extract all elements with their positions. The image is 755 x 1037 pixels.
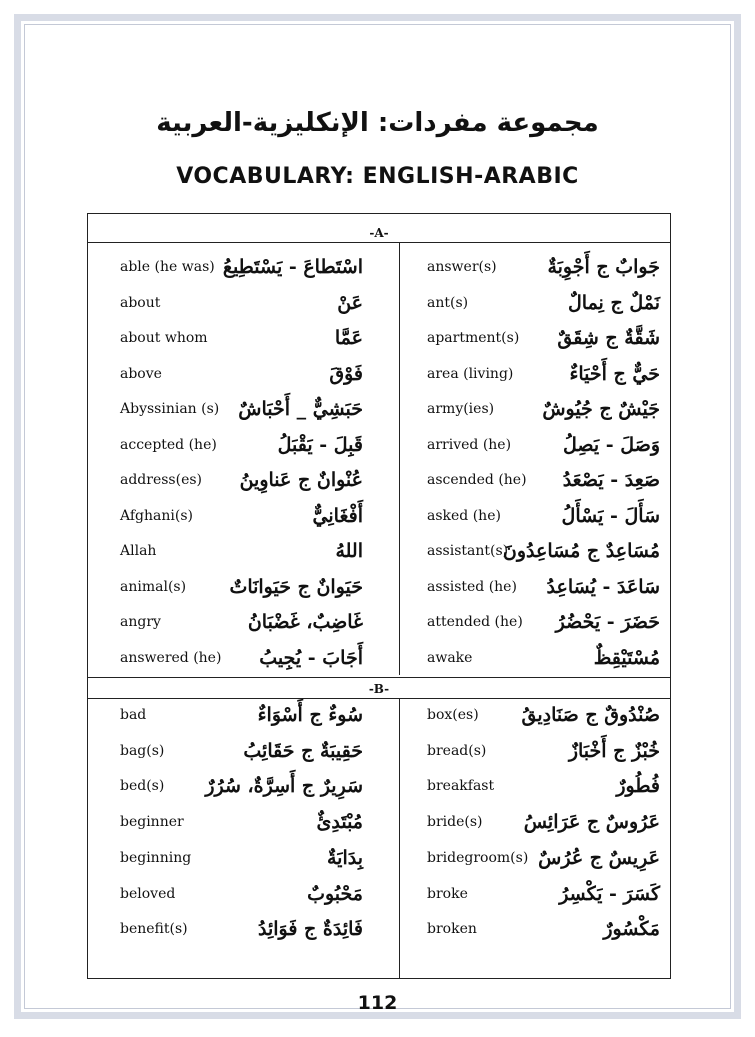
english-term: broke: [427, 885, 468, 902]
column-divider: [399, 699, 400, 978]
arabic-term: جَيْشٌ ج جُيُوشٌ: [542, 398, 660, 420]
page-number: 112: [357, 992, 398, 1014]
english-term: about whom: [120, 330, 208, 346]
arabic-term: خُبْزٌ ج أَخْبَازٌ: [568, 739, 660, 762]
english-term: broken: [427, 921, 477, 938]
arabic-term: سُوءٌ ج أَسْوَاءٌ: [257, 704, 363, 726]
arabic-term: سَاعَدَ - يُسَاعِدُ: [546, 575, 660, 598]
arabic-term: حَبَشِيٌّ _ أَحْبَاشٌ: [238, 398, 363, 420]
arabic-term: مُبْتَدِئٌ: [316, 811, 363, 834]
english-term: beloved: [120, 885, 176, 902]
section-separator: [88, 677, 670, 678]
arabic-term: أَجَابَ - يُجِيبُ: [259, 646, 363, 669]
english-term: arrived (he): [427, 436, 512, 453]
arabic-term: وَصَلَ - يَصِلُ: [563, 433, 660, 456]
arabic-term: اللهُ: [335, 540, 363, 562]
english-term: answered (he): [120, 649, 222, 666]
english-term: bed(s): [120, 778, 165, 795]
arabic-term: قَبِلَ - يَقْبَلُ: [277, 433, 363, 456]
english-term: beginner: [120, 814, 184, 831]
english-term: benefit(s): [120, 921, 188, 938]
arabic-term: سَأَلَ - يَسْأَلُ: [561, 504, 660, 527]
english-term: Abyssinian (s): [120, 401, 220, 417]
title-arabic: مجموعة مفردات: الإنكليزية-العربية: [156, 108, 599, 138]
english-term: assisted (he): [427, 578, 517, 595]
arabic-term: صَعِدَ - يَصْعَدُ: [562, 469, 660, 491]
english-term: Allah: [120, 543, 157, 559]
arabic-term: حَضَرَ - يَحْضُرُ: [555, 611, 660, 633]
arabic-term: حَقِيبَةٌ ج حَقَائِبُ: [243, 739, 363, 762]
arabic-term: مَحْبُوبٌ: [307, 882, 363, 905]
vocabulary-table: [87, 213, 671, 979]
arabic-term: فَائِدَةٌ ج فَوَائِدُ: [257, 918, 363, 941]
arabic-term: كَسَرَ - يَكْسِرُ: [559, 882, 660, 905]
english-term: bridegroom(s): [427, 849, 529, 866]
english-term: able (he was): [120, 259, 215, 275]
arabic-term: نَمْلٌ ج نِمالٌ: [567, 291, 660, 314]
english-term: bride(s): [427, 814, 483, 831]
arabic-term: سَرِيرٌ ج أَسِرَّةٌ، سُرُرٌ: [205, 775, 363, 798]
english-term: asked (he): [427, 507, 501, 524]
arabic-term: فَوْقَ: [329, 362, 363, 385]
english-term: attended (he): [427, 614, 523, 630]
english-term: awake: [427, 649, 473, 666]
arabic-term: فُطُورٌ: [616, 775, 660, 798]
english-term: animal(s): [120, 578, 187, 595]
arabic-term: عَرُوسٌ ج عَرَائِسُ: [523, 811, 660, 834]
english-term: bread(s): [427, 742, 487, 759]
english-term: about: [120, 294, 161, 311]
arabic-term: صُنْدُوقٌ ج صَنَادِيقُ: [521, 704, 660, 726]
english-term: above: [120, 365, 162, 382]
english-term: bad: [120, 707, 147, 723]
arabic-term: مَكْسُورٌ: [603, 918, 660, 941]
arabic-term: اسْتَطاعَ - يَسْتَطِيعُ: [222, 256, 363, 278]
english-term: area (living): [427, 365, 514, 382]
arabic-term: جَوابٌ ج أَجْوِبَةٌ: [547, 256, 660, 278]
english-term: ascended (he): [427, 472, 527, 488]
column-divider: [399, 243, 400, 675]
arabic-term: عَنْ: [337, 291, 363, 314]
arabic-term: عُنْوانٌ ج عَناوِينُ: [239, 469, 363, 491]
english-term: army(ies): [427, 401, 495, 417]
english-term: address(es): [120, 472, 203, 488]
arabic-term: مُسْتَيْقِظٌ: [593, 646, 660, 669]
english-term: assistant(s): [427, 543, 509, 559]
english-term: angry: [120, 614, 161, 630]
english-term: accepted (he): [120, 436, 217, 453]
english-term: ant(s): [427, 294, 469, 311]
arabic-term: حَيٌّ ج أَحْيَاءٌ: [569, 362, 660, 385]
section-letter-header: -A-: [88, 223, 670, 243]
arabic-term: بِدَايَةٌ: [326, 846, 363, 869]
title-english: VOCABULARY: ENGLISH-ARABIC: [176, 164, 579, 189]
english-term: answer(s): [427, 259, 497, 275]
english-term: box(es): [427, 707, 479, 723]
english-term: Afghani(s): [120, 507, 193, 524]
english-term: breakfast: [427, 778, 495, 795]
arabic-term: غَاضِبٌ، غَضْبَانُ: [247, 611, 363, 633]
arabic-term: حَيَوانٌ ج حَيَوانَاتٌ: [229, 575, 363, 598]
english-term: bag(s): [120, 742, 165, 759]
arabic-term: عَرِيسٌ ج عُرُسٌ: [538, 846, 660, 869]
arabic-term: أَفْغَانِيٌّ: [312, 504, 363, 527]
arabic-term: عَمَّا: [334, 327, 363, 349]
english-term: beginning: [120, 849, 192, 866]
arabic-term: مُسَاعِدٌ ج مُسَاعِدُونَ: [502, 540, 660, 562]
arabic-term: شَقَّةٌ ج شِقَقٌ: [557, 327, 660, 349]
english-term: apartment(s): [427, 330, 520, 346]
section-letter-header: -B-: [88, 679, 670, 699]
